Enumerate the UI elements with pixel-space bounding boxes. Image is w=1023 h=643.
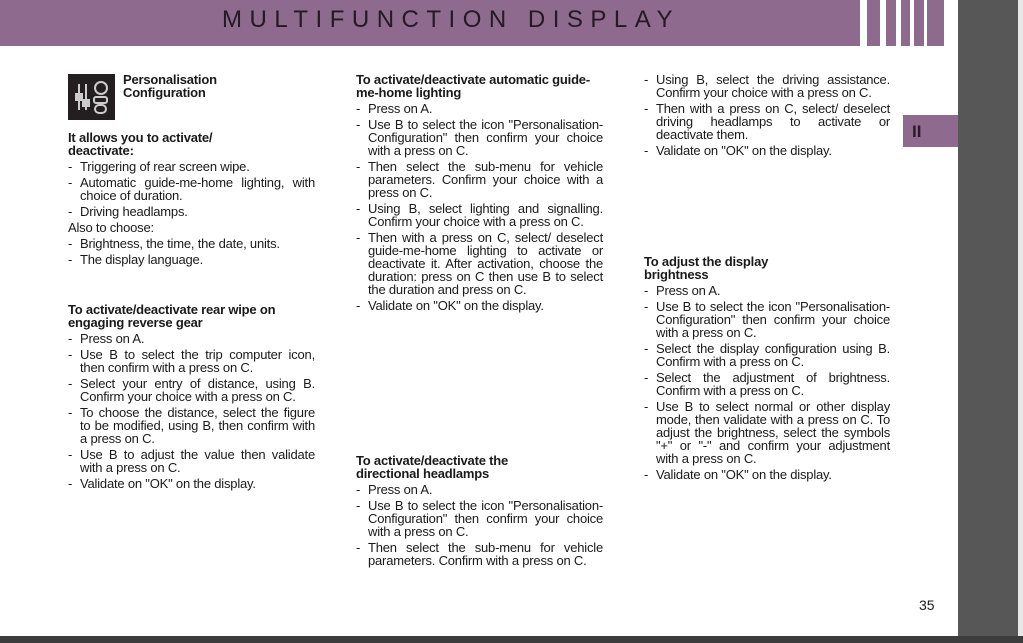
header-stripe	[860, 0, 867, 46]
list-item: - Validate on "OK" on the display.	[356, 299, 603, 312]
list-item: - Then select the sub-menu for vehicle parameters. Confirm with a press on C.	[356, 541, 603, 567]
list-item: - Then with a press on C, select/ deselect guide-me-home lighting to activate or deactivate it. After activation, choose the duration: press on C then use B to select the duration and press on C.	[356, 231, 603, 296]
brightness-heading: To adjust the display brightness	[644, 254, 769, 282]
list-item: - Then select the sub-menu for vehicle parameters. Confirm your choice with a press on C.	[356, 160, 603, 199]
header-stripe	[944, 0, 958, 46]
list-item: - Press on A.	[356, 483, 603, 496]
list-item: - To choose the distance, select the figure to be modified, using B, then confirm with a press on C.	[68, 406, 315, 445]
page-number: 35	[919, 597, 935, 613]
list-item: - Use B to select normal or other display mode, then validate with a press on C. To adjust the brightness, select the symbols "+" or "-" and confirm your adjustment with a press on C.	[644, 400, 890, 465]
rear-wipe-heading: To activate/deactivate rear wipe on engaging reverse gear	[68, 302, 276, 330]
header-stripe	[880, 0, 886, 46]
section-tab: II	[903, 115, 958, 147]
list-item: - Use B to select the trip computer icon, then confirm with a press on C.	[68, 348, 315, 374]
column-3b	[644, 255, 890, 481]
list-item: - The display language.	[68, 253, 315, 266]
viewer-bottom-bar	[0, 636, 1023, 643]
header-stripe	[924, 0, 927, 46]
list-item: - Then with a press on C, select/ deselect driving headlamps to activate or deactivate them.	[644, 102, 890, 141]
guide-me-home-heading: To activate/deactivate automatic guide-me-home lighting	[356, 72, 590, 100]
also-text: Also to choose:	[68, 220, 154, 235]
header-stripe	[910, 0, 914, 46]
personalisation-config-icon	[68, 74, 115, 120]
column-3	[644, 70, 890, 157]
list-item: - Select your entry of distance, using B. Confirm your choice with a press on C.	[68, 377, 315, 403]
list-item: - Press on A.	[68, 332, 315, 345]
list-item: - Triggering of rear screen wipe.	[68, 160, 315, 173]
scrollbar[interactable]	[1018, 0, 1023, 636]
list-item: - Select the adjustment of brightness. Confirm with a press on C.	[644, 371, 890, 397]
column-2b	[356, 454, 603, 567]
intro-heading: It allows you to activate/ deactivate:	[68, 130, 213, 158]
list-item: - Automatic guide-me-home lighting, with choice of duration.	[68, 176, 315, 202]
list-item: - Press on A.	[644, 284, 890, 297]
list-item: - Use B to select the icon "Personalisation-Configuration" then confirm your choice with a press on C.	[356, 499, 603, 538]
directional-headlamps-heading: To activate/deactivate the directional headlamps	[356, 453, 509, 481]
list-item: - Driving headlamps.	[68, 205, 315, 218]
page-header	[0, 0, 958, 46]
list-item: - Select the display configuration using B. Confirm with a press on C.	[644, 342, 890, 368]
list-item: - Press on A.	[356, 102, 603, 115]
list-item: - Using B, select the driving assistance. Confirm your choice with a press on C.	[644, 73, 890, 99]
header-stripe	[896, 0, 901, 46]
list-item: - Use B to select the icon "Personalisation-Configuration" then confirm your choice with a press on C.	[644, 300, 890, 339]
column-2	[356, 73, 603, 312]
page-title: MULTIFUNCTION DISPLAY	[222, 6, 680, 33]
icon-label: Personalisation Configuration	[123, 72, 217, 100]
list-item: - Validate on "OK" on the display.	[68, 477, 315, 490]
list-item: - Validate on "OK" on the display.	[644, 468, 890, 481]
list-item: - Validate on "OK" on the display.	[644, 144, 890, 157]
column-1	[68, 131, 315, 490]
list-item: - Brightness, the time, the date, units.	[68, 237, 315, 250]
list-item: - Using B, select lighting and signalling. Confirm your choice with a press on C.	[356, 202, 603, 228]
list-item: - Use B to adjust the value then validate with a press on C.	[68, 448, 315, 474]
list-item: - Use B to select the icon "Personalisation-Configuration" then confirm your choice with a press on C.	[356, 118, 603, 157]
